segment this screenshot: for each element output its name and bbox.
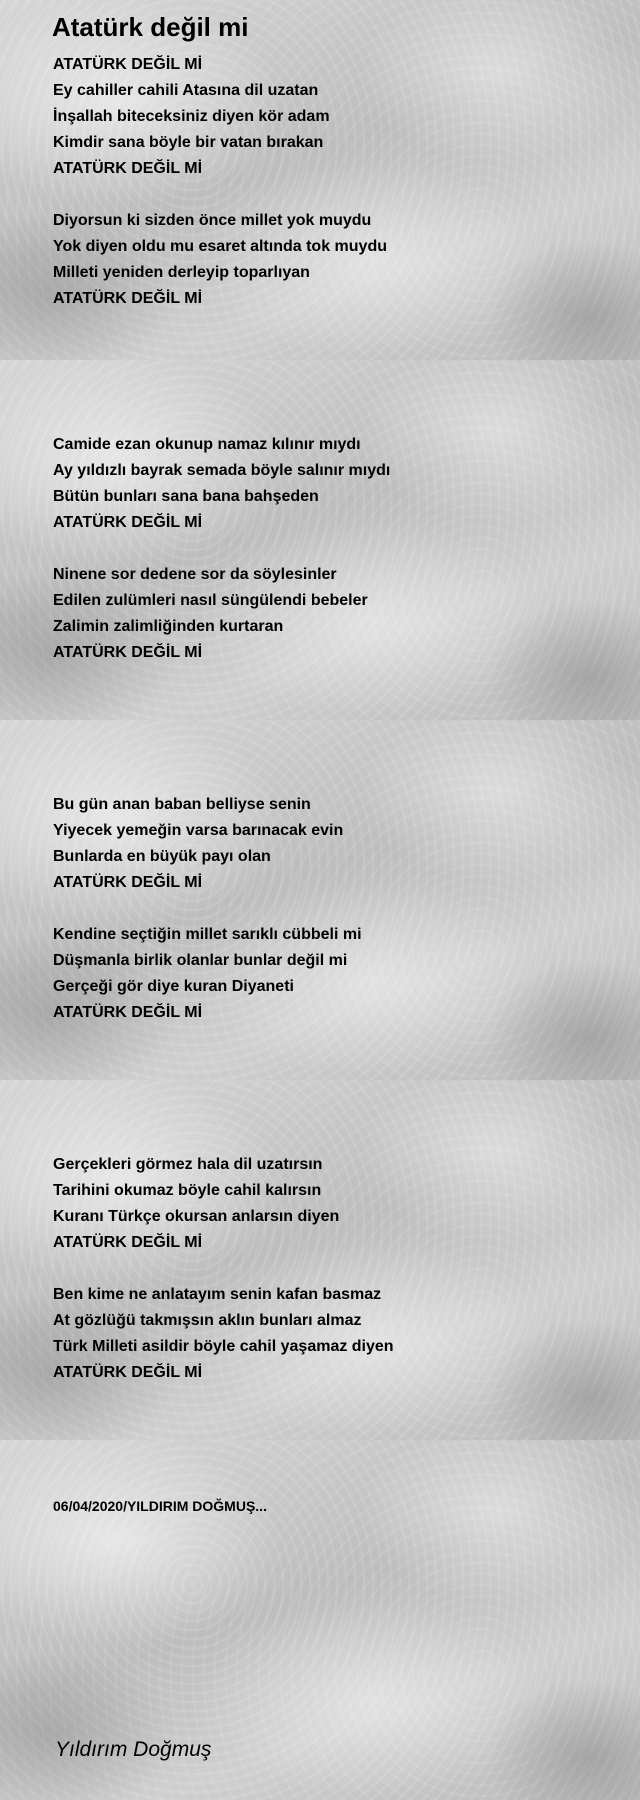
poem-line: ATATÜRK DEĞİL Mİ — [53, 1234, 203, 1251]
poem-line: ATATÜRK DEĞİL Mİ — [53, 290, 203, 307]
poem-line: Ninene sor dedene sor da söylesinler — [53, 566, 337, 583]
poem-line: Türk Milleti asildir böyle cahil yaşamaz diyen — [53, 1338, 394, 1355]
poem-panel-4 — [0, 1080, 640, 1440]
poem-line: Kendine seçtiğin millet sarıklı cübbeli mi — [53, 926, 362, 943]
poem-panel-5 — [0, 1440, 640, 1800]
stanza-gap — [53, 536, 390, 562]
poem-panel-3 — [0, 720, 640, 1080]
poem-line: Ey cahiller cahili Atasına dil uzatan — [53, 82, 319, 99]
poem-line: Tarihini okumaz böyle cahil kalırsın — [53, 1182, 322, 1199]
poem-line: Ben kime ne anlatayım senin kafan basmaz — [53, 1286, 382, 1303]
stanza-gap — [53, 1256, 394, 1282]
poem-panel-1 — [0, 0, 640, 360]
poem-line: Gerçeği gör diye kuran Diyaneti — [53, 978, 294, 995]
poem-line: Ay yıldızlı bayrak semada böyle salınır mıydı — [53, 462, 391, 479]
poem-block-2 — [53, 432, 390, 666]
poem-line: Bunlarda en büyük payı olan — [53, 848, 271, 865]
poem-line: At gözlüğü takmışsın aklın bunları almaz — [53, 1312, 362, 1329]
poem-line: ATATÜRK DEĞİL Mİ — [53, 1364, 203, 1381]
poem-line: İnşallah biteceksiniz diyen kör adam — [53, 108, 330, 125]
poem-line: Düşmanla birlik olanlar bunlar değil mi — [53, 952, 348, 969]
stanza-gap — [53, 182, 387, 208]
poem-line: Yok diyen oldu mu esaret altında tok muydu — [53, 238, 387, 255]
poem-line: Kimdir sana böyle bir vatan bırakan — [53, 134, 324, 151]
poem-line: Gerçekleri görmez hala dil uzatırsın — [53, 1156, 323, 1173]
poem-line: ATATÜRK DEĞİL Mİ — [53, 644, 203, 661]
poem-line: Yiyecek yemeğin varsa barınacak evin — [53, 822, 344, 839]
poem-panel-2 — [0, 360, 640, 720]
poem-line: ATATÜRK DEĞİL Mİ — [53, 56, 203, 73]
stanza-gap — [53, 896, 362, 922]
poem-title: Atatürk değil mi — [52, 12, 249, 42]
poem-block-3 — [53, 792, 362, 1026]
poem-line: Zalimin zalimliğinden kurtaran — [53, 618, 284, 635]
poem-line: Bu gün anan baban belliyse senin — [53, 796, 311, 813]
poem-line: ATATÜRK DEĞİL Mİ — [53, 1004, 203, 1021]
poem-block-4 — [53, 1152, 394, 1386]
poem-line: Milleti yeniden derleyip toparlıyan — [53, 264, 310, 281]
poem-line: Diyorsun ki sizden önce millet yok muydu — [53, 212, 372, 229]
date-signature: 06/04/2020/YILDIRIM DOĞMUŞ... — [53, 1498, 267, 1514]
poem-line: ATATÜRK DEĞİL Mİ — [53, 160, 203, 177]
poem-line: ATATÜRK DEĞİL Mİ — [53, 874, 203, 891]
author-name: Yıldırım Doğmuş — [55, 1738, 212, 1761]
poem-line: Kuranı Türkçe okursan anlarsın diyen — [53, 1208, 340, 1225]
poem-line: Camide ezan okunup namaz kılınır mıydı — [53, 436, 361, 453]
poem-line: Bütün bunları sana bana bahşeden — [53, 488, 319, 505]
poem-line: ATATÜRK DEĞİL Mİ — [53, 514, 203, 531]
poem-block-1 — [53, 52, 387, 312]
poem-line: Edilen zulümleri nasıl süngülendi bebeler — [53, 592, 368, 609]
